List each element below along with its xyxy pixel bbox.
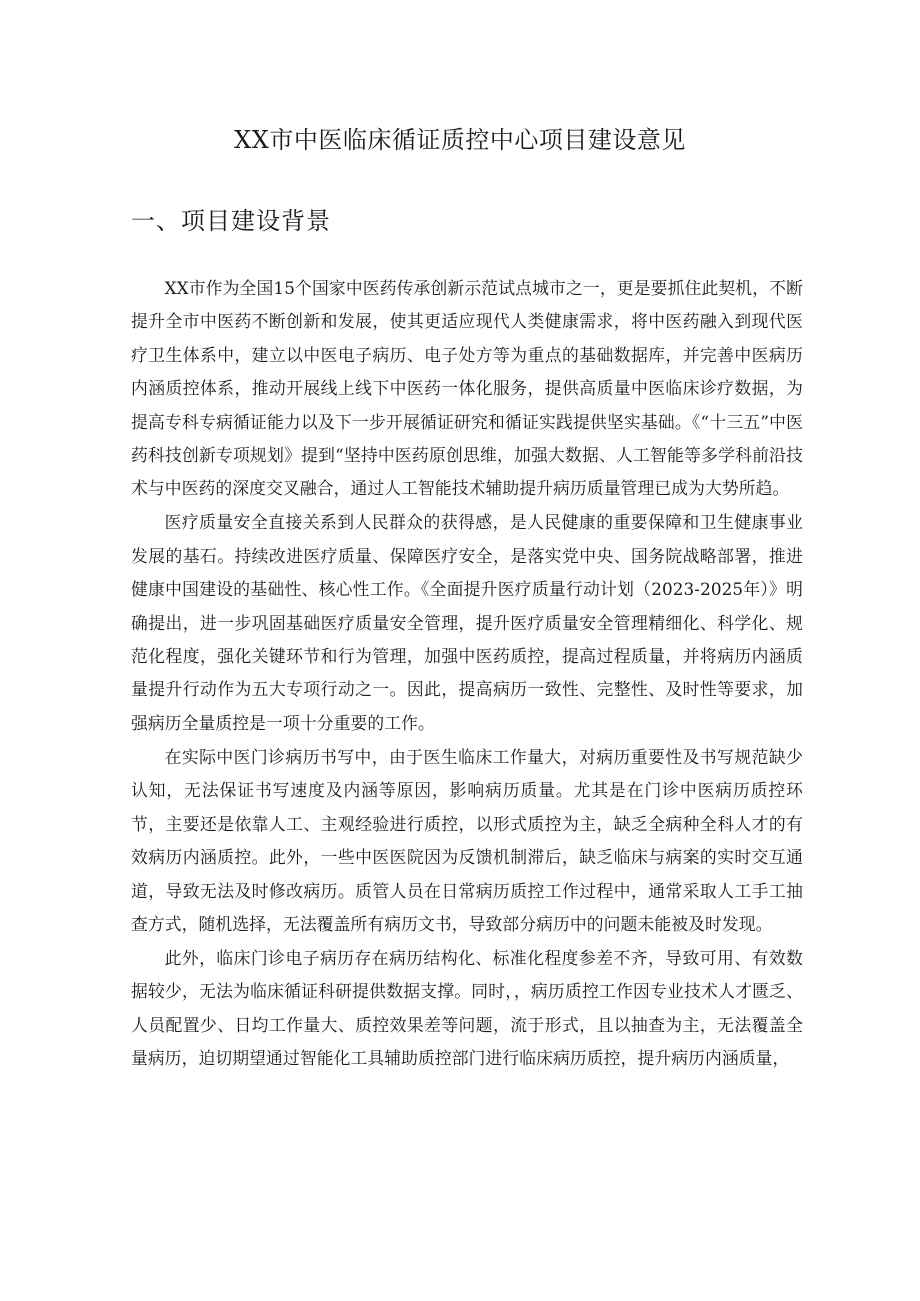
document-title: XX市中医临床循证质控中心项目建设意见	[234, 126, 686, 154]
document-body	[131, 272, 803, 1076]
body-paragraph: 此外，临床门诊电子病历存在病历结构化、标准化程度参差不齐，导致可用、有效数据较少，无法为临床循证科研提供数据支撑。同时，，病历质控工作因专业技术人才匮乏、人员配置少、日均工作量大、质控效果差等问题，流于形式，且以抽查为主，无法覆盖全量病历，迫切期望通过智能化工具辅助质控部门进行临床病历质控，提升病历内涵质量，	[131, 947, 803, 1069]
body-paragraph: 医疗质量安全直接关系到人民群众的获得感，是人民健康的重要保障和卫生健康事业发展的基石。持续改进医疗质量、保障医疗安全，是落实党中央、国务院战略部署，推进健康中国建设的基础性、核心性工作。《全面提升医疗质量行动计划（2023-2025年）》明确提出，进一步巩固基础医疗质量安全管理，提升医疗质量安全管理精细化、科学化、规范化程度，强化关键环节和行为管理，加强中医药质控，提高过程质量，并将病历内涵质量提升行动作为五大专项行动之一。因此，提高病历一致性、完整性、及时性等要求，加强病历全量质控是一项十分重要的工作。	[131, 512, 803, 733]
body-paragraph: XX市作为全国15个国家中医药传承创新示范试点城市之一，更是要抓住此契机，不断提升全市中医药不断创新和发展，使其更适应现代人类健康需求，将中医药融入到现代医疗卫生体系中，建立以中医电子病历、电子处方等为重点的基础数据库，并完善中医病历内涵质控体系，推动开展线上线下中医药一体化服务，提供高质量中医临床诊疗数据，为提高专科专病循证能力以及下一步开展循证研究和循证实践提供坚实基础。《“十三五”中医药科技创新专项规划》提到“坚持中医药原创思维，加强大数据、人工智能等多学科前沿技术与中医药的深度交叉融合，通过人工智能技术辅助提升病历质量管理已成为大势所趋。	[131, 278, 803, 499]
section-heading: 一、项目建设背景	[131, 207, 331, 235]
body-paragraph: 在实际中医门诊病历书写中，由于医生临床工作量大，对病历重要性及书写规范缺少认知，无法保证书写速度及内涵等原因，影响病历质量。尤其是在门诊中医病历质控环节，主要还是依靠人工、主观经验进行质控，以形式质控为主，缺乏全病种全科人才的有效病历内涵质控。此外，一些中医医院因为反馈机制滞后，缺乏临床与病案的实时交互通道，导致无法及时修改病历。质管人员在日常病历质控工作过程中，通常采取人工手工抽查方式，随机选择，无法覆盖所有病历文书，导致部分病历中的问题未能被及时发现。	[131, 746, 803, 934]
